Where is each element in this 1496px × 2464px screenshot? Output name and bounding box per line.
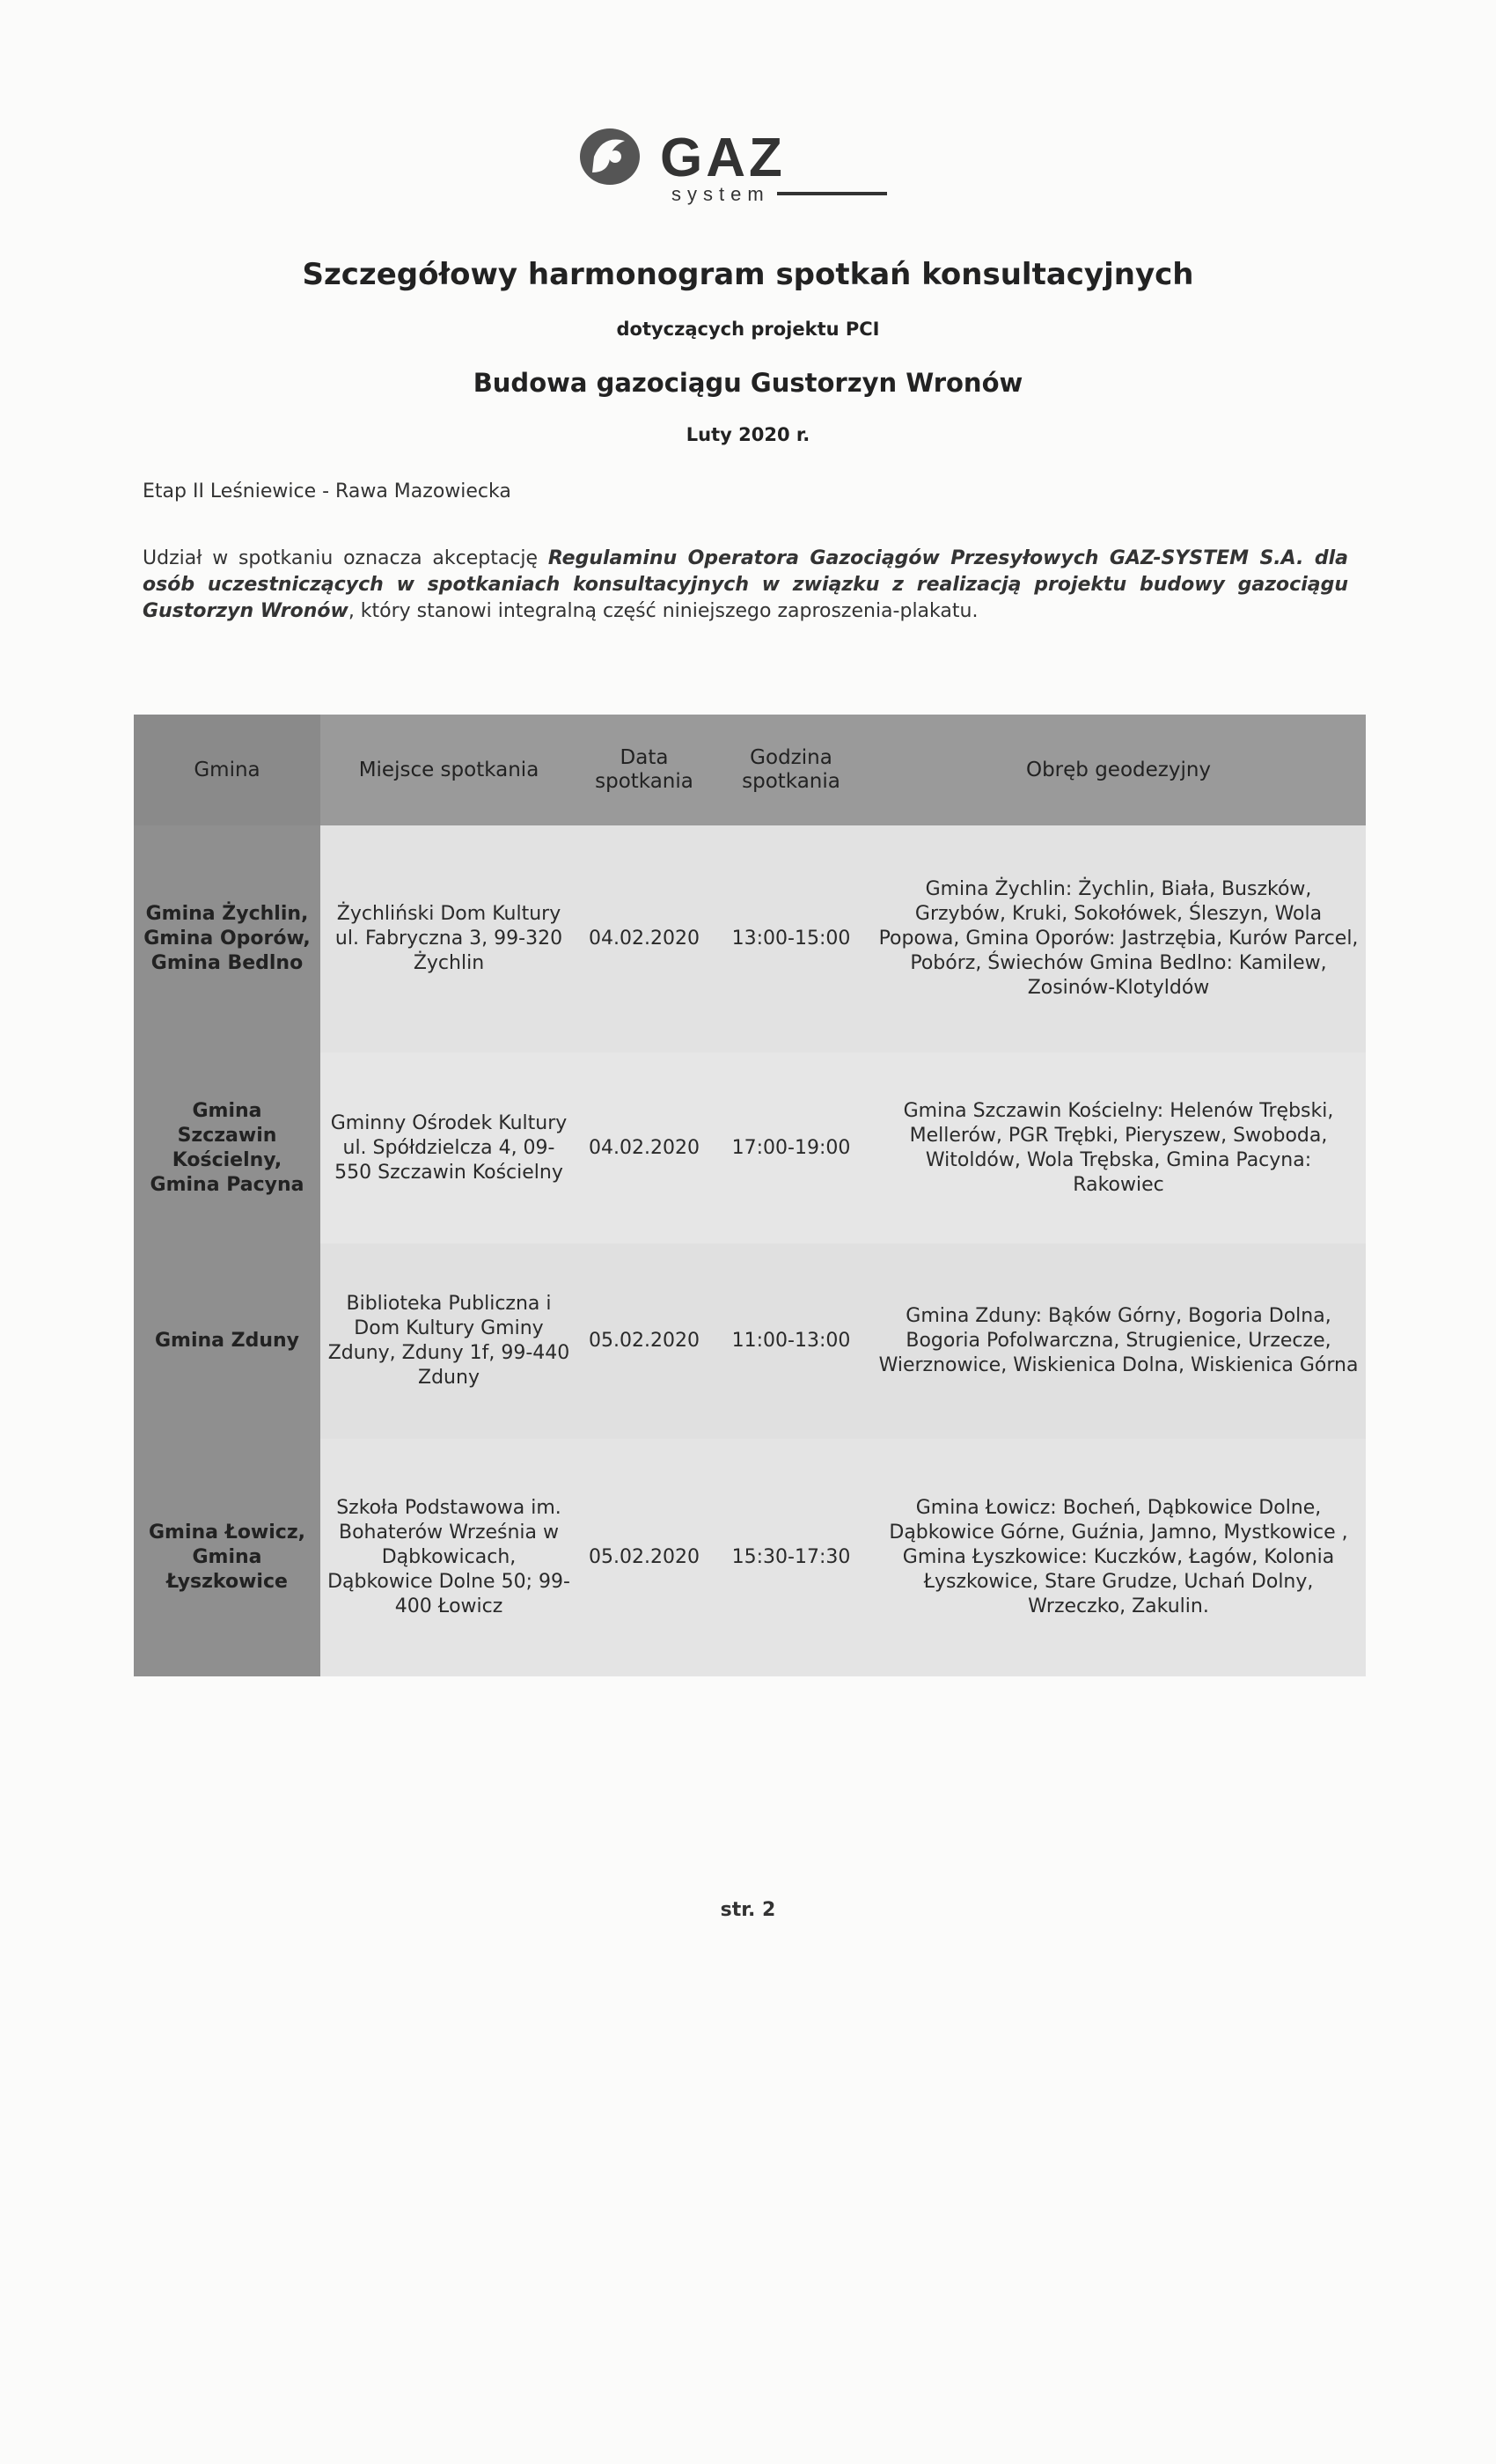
intro-regulation-reference: Regulaminu Operatora Gazociągów Przesyłowych GAZ-SYSTEM S.A. dla osób uczestniczących w spotkaniach konsultacyjnych w związku z realizacją projektu budowy gazociągu Gustorzyn Wronów — [143, 547, 1348, 622]
cell-godzina: 17:00-19:00 — [711, 1052, 871, 1243]
cell-godzina: 13:00-15:00 — [711, 825, 871, 1052]
table-row — [134, 1243, 1366, 1439]
col-header-data: Data spotkania — [577, 715, 711, 825]
cell-gmina: Gmina Żychlin, Gmina Oporów, Gmina Bedlno — [134, 825, 320, 1052]
logo-wordmark: GAZ — [660, 128, 786, 188]
document-date: Luty 2020 r. — [686, 424, 810, 445]
intro-paragraph — [143, 546, 1348, 625]
cell-obreb: Gmina Zduny: Bąków Górny, Bogoria Dolna, Bogoria Pofolwarczna, Strugienice, Urzecze, Wierznowice, Wiskienica Dolna, Wiskienica Górna — [871, 1243, 1366, 1439]
cell-godzina: 11:00-13:00 — [711, 1243, 871, 1439]
table-header-row — [134, 715, 1366, 825]
col-header-gmina: Gmina — [134, 715, 320, 825]
table-row — [134, 825, 1366, 1052]
cell-obreb: Gmina Łowicz: Bocheń, Dąbkowice Dolne, Dąbkowice Górne, Guźnia, Jamno, Mystkowice , Gmina Łyszkowice: Kuczków, Łagów, Kolonia Łyszkowice, Stare Grudze, Uchań Dolny, Wrzeczko, Zakulin. — [871, 1439, 1366, 1676]
cell-miejsce: Biblioteka Publiczna i Dom Kultury Gminy Zduny, Zduny 1f, 99-440 Zduny — [320, 1243, 577, 1439]
cell-gmina: Gmina Szczawin Kościelny, Gmina Pacyna — [134, 1052, 320, 1243]
logo-subtext: system — [671, 183, 770, 205]
cell-data: 04.02.2020 — [577, 825, 711, 1052]
cell-data: 05.02.2020 — [577, 1243, 711, 1439]
cell-obreb: Gmina Żychlin: Żychlin, Biała, Buszków, Grzybów, Kruki, Sokołówek, Śleszyn, Wola Popowa, Gmina Oporów: Jastrzębia, Kurów Parcel, Pobórz, Świechów Gmina Bedlno: Kamilew, Zosinów-Klotyldów — [871, 825, 1366, 1052]
cell-miejsce: Żychliński Dom Kultury ul. Fabryczna 3, 99-320 Żychlin — [320, 825, 577, 1052]
col-header-obreb: Obręb geodezyjny — [871, 715, 1366, 825]
cell-godzina: 15:30-17:30 — [711, 1439, 871, 1676]
gaz-system-logo — [576, 121, 893, 205]
project-name: Budowa gazociągu Gustorzyn Wronów — [473, 368, 1023, 398]
cell-data: 05.02.2020 — [577, 1439, 711, 1676]
cell-data: 04.02.2020 — [577, 1052, 711, 1243]
cell-gmina: Gmina Łowicz, Gmina Łyszkowice — [134, 1439, 320, 1676]
table-row — [134, 1052, 1366, 1243]
table-row — [134, 1439, 1366, 1676]
cell-miejsce: Szkoła Podstawowa im. Bohaterów Września w Dąbkowicach, Dąbkowice Dolne 50; 99- 400 Łowicz — [320, 1439, 577, 1676]
page-title: Szczegółowy harmonogram spotkań konsultacyjnych — [302, 257, 1194, 292]
stage-label: Etap II Leśniewice - Rawa Mazowiecka — [143, 480, 511, 502]
cell-gmina: Gmina Zduny — [134, 1243, 320, 1439]
col-header-miejsce: Miejsce spotkania — [320, 715, 577, 825]
col-header-godzina: Godzina spotkania — [711, 715, 871, 825]
intro-text-end: , który stanowi integralną część niniejszego zaproszenia-plakatu. — [348, 600, 979, 622]
schedule-table — [134, 715, 1366, 1676]
intro-text-start: Udział w spotkaniu oznacza akceptację — [143, 547, 548, 569]
page-subtitle: dotyczących projektu PCI — [616, 319, 880, 340]
page-number: str. 2 — [720, 1899, 776, 1921]
cell-obreb: Gmina Szczawin Kościelny: Helenów Trębski, Mellerów, PGR Trębki, Pieryszew, Swoboda, Witoldów, Wola Trębska, Gmina Pacyna: Rakowiec — [871, 1052, 1366, 1243]
cell-miejsce: Gminny Ośrodek Kultury ul. Spółdzielcza 4, 09-550 Szczawin Kościelny — [320, 1052, 577, 1243]
